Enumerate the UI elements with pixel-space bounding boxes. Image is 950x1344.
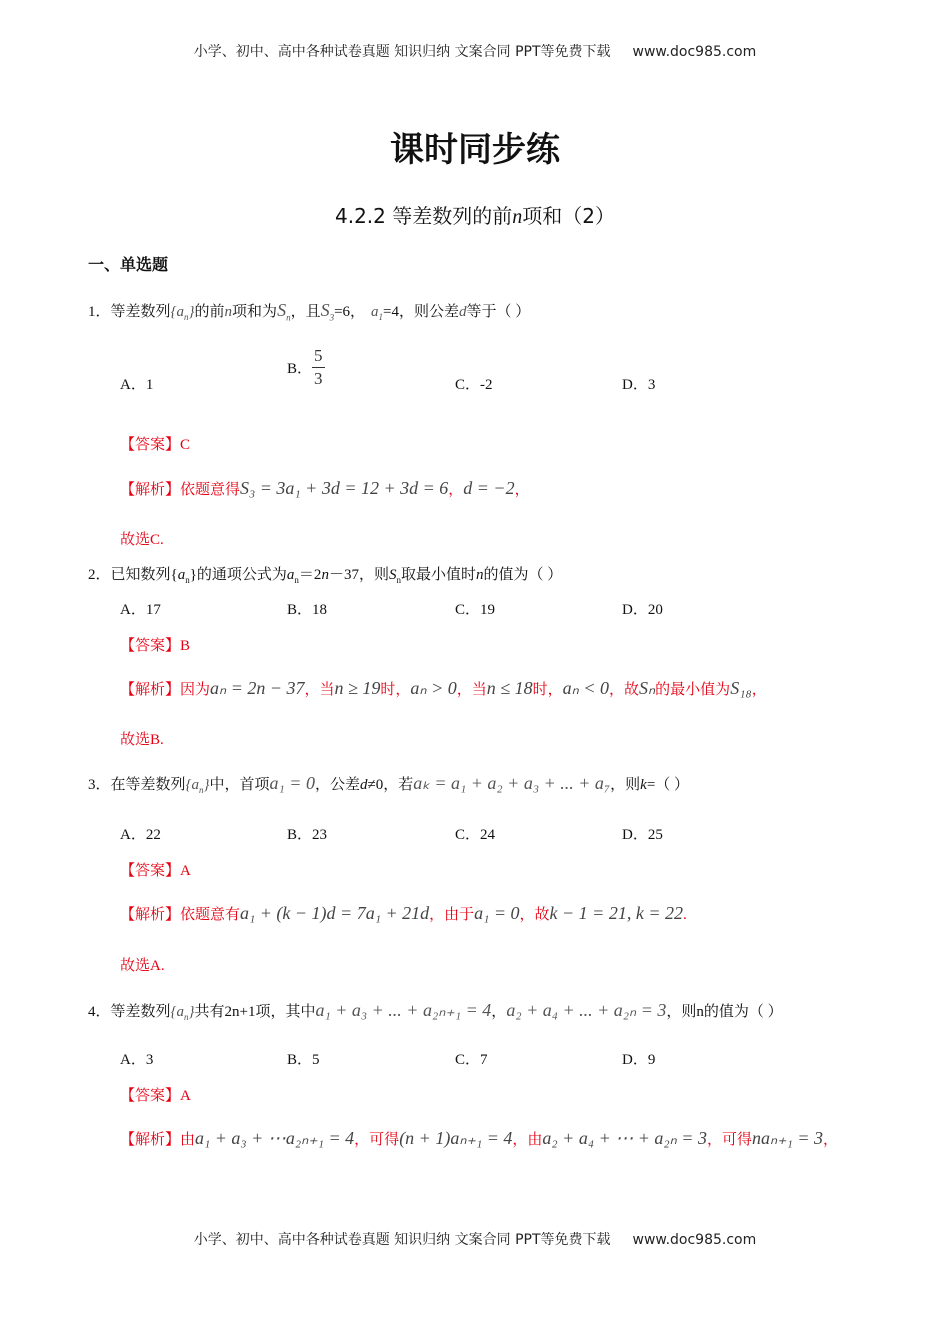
q2-Sn-sub: n	[396, 575, 401, 585]
page-subtitle	[0, 200, 950, 229]
header-url[interactable]: www.doc985.com	[632, 44, 757, 60]
q2-analysis-math-3: aₙ > 0	[410, 678, 457, 698]
q2-analysis-math-6: Sₙ	[639, 678, 656, 698]
q3-option-d[interactable]: D．25	[622, 827, 663, 843]
q2-analysis-math-2: n ≥ 19	[334, 678, 381, 698]
q3-math-2: aₖ = a₁ + a₂ + a₃ + ... + a₇	[413, 773, 611, 793]
q3-math-1: a₁ = 0	[269, 773, 315, 793]
header-text: 小学、初中、高中各种试卷真题 知识归纳 文案合同 PPT等免费下载	[193, 44, 611, 60]
q3-analysis-text-3: .	[682, 907, 687, 923]
q3-analysis-label: 【解析】依题意有	[120, 907, 241, 923]
q3-k: k	[640, 777, 647, 793]
q1-seq: $\{a_n\}$	[170, 304, 195, 322]
q2-text-3: ＝2	[298, 567, 322, 583]
q4-option-c[interactable]: C．7	[455, 1052, 488, 1068]
page-footer	[0, 1229, 950, 1249]
page-header	[0, 41, 950, 61]
q4-number: 4．	[88, 1004, 111, 1020]
q1-text-6: =4，则公差	[383, 304, 460, 320]
q2-conclusion: 故选B.	[120, 732, 164, 748]
subtitle-pre: 4.2.2 等差数列的前	[335, 204, 513, 228]
q1-text: 等差数列	[110, 304, 171, 320]
q3-text-6: =（ ）	[646, 777, 690, 793]
q4-seq: $\{a_n\}$	[170, 1004, 195, 1022]
q4-math-1: a₁ + a₃ + ... + a₂ₙ₊₁ = 4	[315, 1000, 492, 1020]
q1-option-c[interactable]: C．-2	[455, 377, 493, 393]
q2-analysis-text-1: ，当	[304, 682, 335, 698]
q1-option-a[interactable]: A．1	[120, 377, 154, 393]
q4-text-2: 共有2n+1项，其中	[194, 1004, 316, 1020]
q4-analysis-math-4: naₙ₊₁ = 3	[751, 1128, 824, 1148]
q4-analysis-math-2: (n + 1)aₙ₊₁ = 4	[399, 1128, 513, 1148]
q4-option-d[interactable]: D．9	[622, 1052, 656, 1068]
q1-option-b-fraction: $\frac{5}{3}$	[314, 346, 323, 388]
q2-answer: 【答案】B	[120, 638, 191, 654]
q4-analysis	[120, 1128, 838, 1149]
q4-analysis-text-4: ，	[823, 1132, 839, 1148]
q2-text-2: }的通项公式为	[189, 567, 287, 583]
q4-text-4: ，则n的值为（ ）	[666, 1004, 783, 1020]
q4-analysis-text-1: ，可得	[354, 1132, 400, 1148]
q1-analysis-math-2: d = −2	[463, 478, 515, 498]
q3-seq: $\{a_n\}$	[185, 777, 210, 795]
q2-text: 已知数列{	[110, 567, 178, 583]
footer-text: 小学、初中、高中各种试卷真题 知识归纳 文案合同 PPT等免费下载	[193, 1232, 611, 1248]
footer-url[interactable]: www.doc985.com	[632, 1232, 757, 1248]
q3-analysis-text-2: ，故	[519, 907, 550, 923]
q4-option-a[interactable]: A．3	[120, 1052, 154, 1068]
q3-analysis-math-3: k − 1 = 21, k = 22	[549, 903, 683, 923]
q1-a1: $a_1$	[371, 304, 384, 322]
question-2-stem	[88, 563, 562, 585]
q2-text-5: 取最小值时	[400, 567, 476, 583]
q4-text-3: ，	[491, 1004, 507, 1020]
q2-analysis-text-6: 的最小值为	[655, 682, 731, 698]
q2-analysis-text-3: ，当	[456, 682, 487, 698]
q1-analysis-end: ，	[514, 482, 530, 498]
q4-analysis-label: 【解析】由	[120, 1132, 196, 1148]
q2-a-sub: n	[185, 575, 190, 585]
q4-analysis-text-3: ，可得	[706, 1132, 752, 1148]
q1-analysis-label: 【解析】依题意得	[120, 482, 241, 498]
q1-d: d	[459, 304, 467, 320]
q1-n: n	[224, 304, 233, 320]
q4-option-b[interactable]: B．5	[287, 1052, 320, 1068]
section-heading: 一、单选题	[88, 255, 169, 274]
q2-analysis-text-5: ，故	[608, 682, 639, 698]
q2-analysis-label: 【解析】因为	[120, 682, 211, 698]
q2-an: a	[286, 567, 295, 583]
q1-answer: 【答案】C	[120, 437, 191, 453]
subtitle-post: 项和（2）	[522, 204, 615, 228]
q2-analysis	[120, 678, 767, 699]
question-1-stem	[88, 300, 530, 323]
q1-analysis-math-1: S₃ = 3a₁ + 3d = 12 + 3d = 6	[240, 478, 449, 498]
q3-d: d	[359, 777, 368, 793]
q4-text: 等差数列	[110, 1004, 171, 1020]
q3-text-2: 中，首项	[209, 777, 270, 793]
q3-text-3: ，公差	[314, 777, 360, 793]
q1-S3: $S_3$	[320, 300, 335, 323]
q4-math-2: a₂ + a₄ + ... + a₂ₙ = 3	[506, 1000, 667, 1020]
q1-S: $S_n$	[277, 300, 291, 323]
q1-text-3: 项和为	[232, 304, 278, 320]
page-title: 课时同步练	[390, 130, 560, 170]
q3-option-c[interactable]: C．24	[455, 827, 496, 843]
q4-analysis-text-2: ，由	[512, 1132, 543, 1148]
q1-option-b-label: B．	[287, 361, 313, 377]
q1-text-4: ，且	[290, 304, 321, 320]
q1-text-2: 的前	[194, 304, 225, 320]
q2-analysis-math-7: S₁₈	[730, 678, 752, 698]
q2-analysis-text-7: ，	[751, 682, 767, 698]
q3-text: 在等差数列	[110, 777, 186, 793]
q2-option-a[interactable]: A．17	[120, 602, 161, 618]
q3-analysis-math-1: a₁ + (k − 1)d = 7a₁ + 21d	[240, 903, 430, 923]
question-4-stem	[88, 1000, 783, 1022]
q3-answer: 【答案】A	[120, 863, 191, 879]
q2-an-sub: n	[294, 575, 299, 585]
q3-analysis-math-2: a₁ = 0	[474, 903, 520, 923]
q1-option-b[interactable]	[287, 345, 325, 390]
q2-analysis-math-1: aₙ = 2n − 37	[210, 678, 305, 698]
q3-option-a[interactable]: A．22	[120, 827, 161, 843]
q1-option-d[interactable]: D．3	[622, 377, 656, 393]
q2-n1: n	[321, 567, 329, 583]
q2-option-c[interactable]: C．19	[455, 602, 496, 618]
q3-conclusion: 故选A.	[120, 958, 165, 974]
q2-option-b[interactable]: B．18	[287, 602, 328, 618]
q1-analysis-sep: ，	[448, 482, 464, 498]
q1-number: 1．	[88, 304, 111, 320]
q2-text-6: 的值为（ ）	[483, 567, 563, 583]
question-3-stem	[88, 773, 689, 795]
q1-conclusion: 故选C.	[120, 532, 164, 548]
q3-text-5: ，则	[610, 777, 641, 793]
q2-option-d[interactable]: D．20	[622, 602, 663, 618]
q4-answer: 【答案】A	[120, 1088, 191, 1104]
q2-a: a	[177, 567, 186, 583]
q1-text-7: 等于（ ）	[466, 304, 531, 320]
q4-analysis-math-1: a₁ + a₃ + ⋯a₂ₙ₊₁ = 4	[195, 1128, 355, 1148]
q3-text-4: ≠0，若	[367, 777, 414, 793]
q2-Sn: S	[388, 567, 397, 583]
q4-analysis-math-3: a₂ + a₄ + ⋯ + a₂ₙ = 3	[542, 1128, 707, 1148]
q3-analysis-text-1: ，由于	[429, 907, 475, 923]
q2-n2: n	[475, 567, 484, 583]
q2-analysis-text-4: 时，	[532, 682, 563, 698]
q2-number: 2．	[88, 567, 111, 583]
q3-option-b[interactable]: B．23	[287, 827, 328, 843]
q2-analysis-math-4: n ≤ 18	[486, 678, 533, 698]
q2-analysis-text-2: 时，	[380, 682, 411, 698]
q3-number: 3．	[88, 777, 111, 793]
q1-text-5: =6，	[334, 304, 366, 320]
q1-analysis	[120, 478, 530, 499]
q2-analysis-math-5: aₙ < 0	[562, 678, 609, 698]
subtitle-var: n	[512, 206, 523, 228]
q2-text-4: －37，则	[328, 567, 389, 583]
q3-analysis	[120, 903, 687, 924]
